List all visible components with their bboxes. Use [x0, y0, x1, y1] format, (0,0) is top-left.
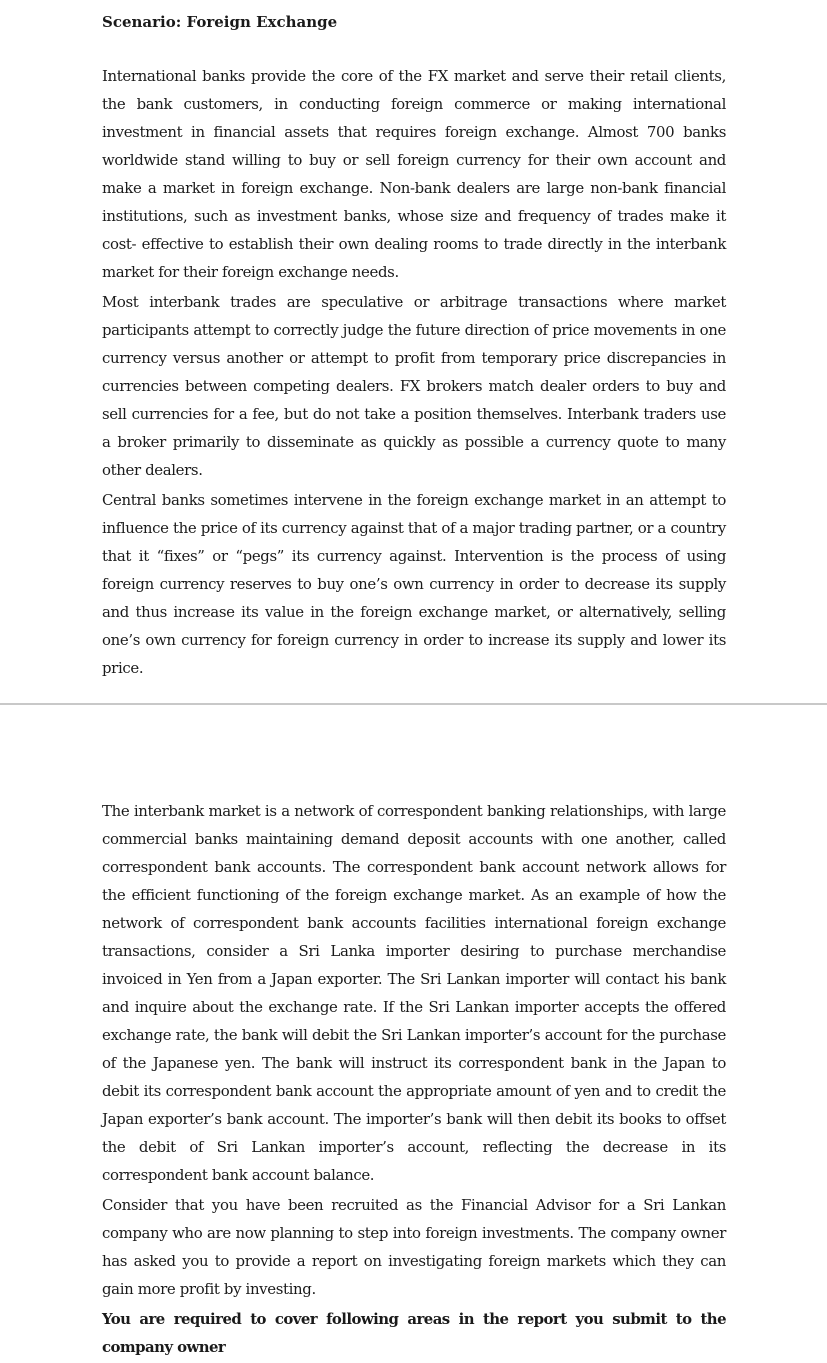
paragraph-central-banks: Central banks sometimes intervene in the foreign exchange market in an attempt to influence the price of its currency against that of a major trading partner, or a country that it “fixes” or “pegs” its currency against. Intervention is the process of using foreign currency reserves to buy one’s own currency in order to decrease its supply and thus increase its value in the foreign exchange market, or alternatively, selling one’s own currency for foreign currency in order to increase its supply and lower its price. [102, 491, 726, 677]
report-requirements-instruction: You are required to cover following areas in the report you submit to the company owner [102, 1310, 726, 1356]
page-2-body [102, 797, 726, 1363]
paragraph-interbank-network: The interbank market is a network of correspondent banking relationships, with large commercial banks maintaining demand deposit accounts with one another, called correspondent bank accounts. The correspondent bank account network allows for the efficient functioning of the foreign exchange market. As an example of how the network of correspondent bank accounts facilities international foreign exchange transactions, consider a Sri Lanka importer desiring to purchase merchandise invoiced in Yen from a Japan exporter. The Sri Lankan importer will contact his bank and inquire about the exchange rate. If the Sri Lankan importer accepts the offered exchange rate, the bank will debit the Sri Lankan importer’s account for the purchase of the Japanese yen. The bank will instruct its correspondent bank in the Japan to debit its correspondent bank account the appropriate amount of yen and to credit the Japan exporter’s bank account. The importer’s bank will then debit its books to offset the debit of Sri Lankan importer’s account, reflecting the decrease in its correspondent bank account balance. [102, 802, 726, 1184]
document-page-2 [0, 705, 827, 1356]
paragraph-interbank-trades: Most interbank trades are speculative or arbitrage transactions where market participants attempt to correctly judge the future direction of price movements in one currency versus another or attempt to profit from temporary price discrepancies in currencies between competing dealers. FX brokers match dealer orders to buy and sell currencies for a fee, but do not take a position themselves. Interbank traders use a broker primarily to disseminate as quickly as possible a currency quote to many other dealers. [102, 293, 726, 479]
paragraph-international-banks: International banks provide the core of the FX market and serve their retail clients, the bank customers, in conducting foreign commerce or making international investment in financial assets that requires foreign exchange. Almost 700 banks worldwide stand willing to buy or sell foreign currency for their own account and make a market in foreign exchange. Non-bank dealers are large non-bank financial institutions, such as investment banks, whose size and frequency of trades make it cost- effective to establish their own dealing rooms to trade directly in the interbank market for their foreign exchange needs. [102, 67, 726, 281]
paragraph-financial-advisor: Consider that you have been recruited as the Financial Advisor for a Sri Lankan company who are now planning to step into foreign investments. The company owner has asked you to provide a report on investigating foreign markets which they can gain more profit by investing. [102, 1196, 726, 1298]
scenario-heading: Scenario: Foreign Exchange [102, 13, 338, 31]
page-1-body [102, 10, 726, 684]
